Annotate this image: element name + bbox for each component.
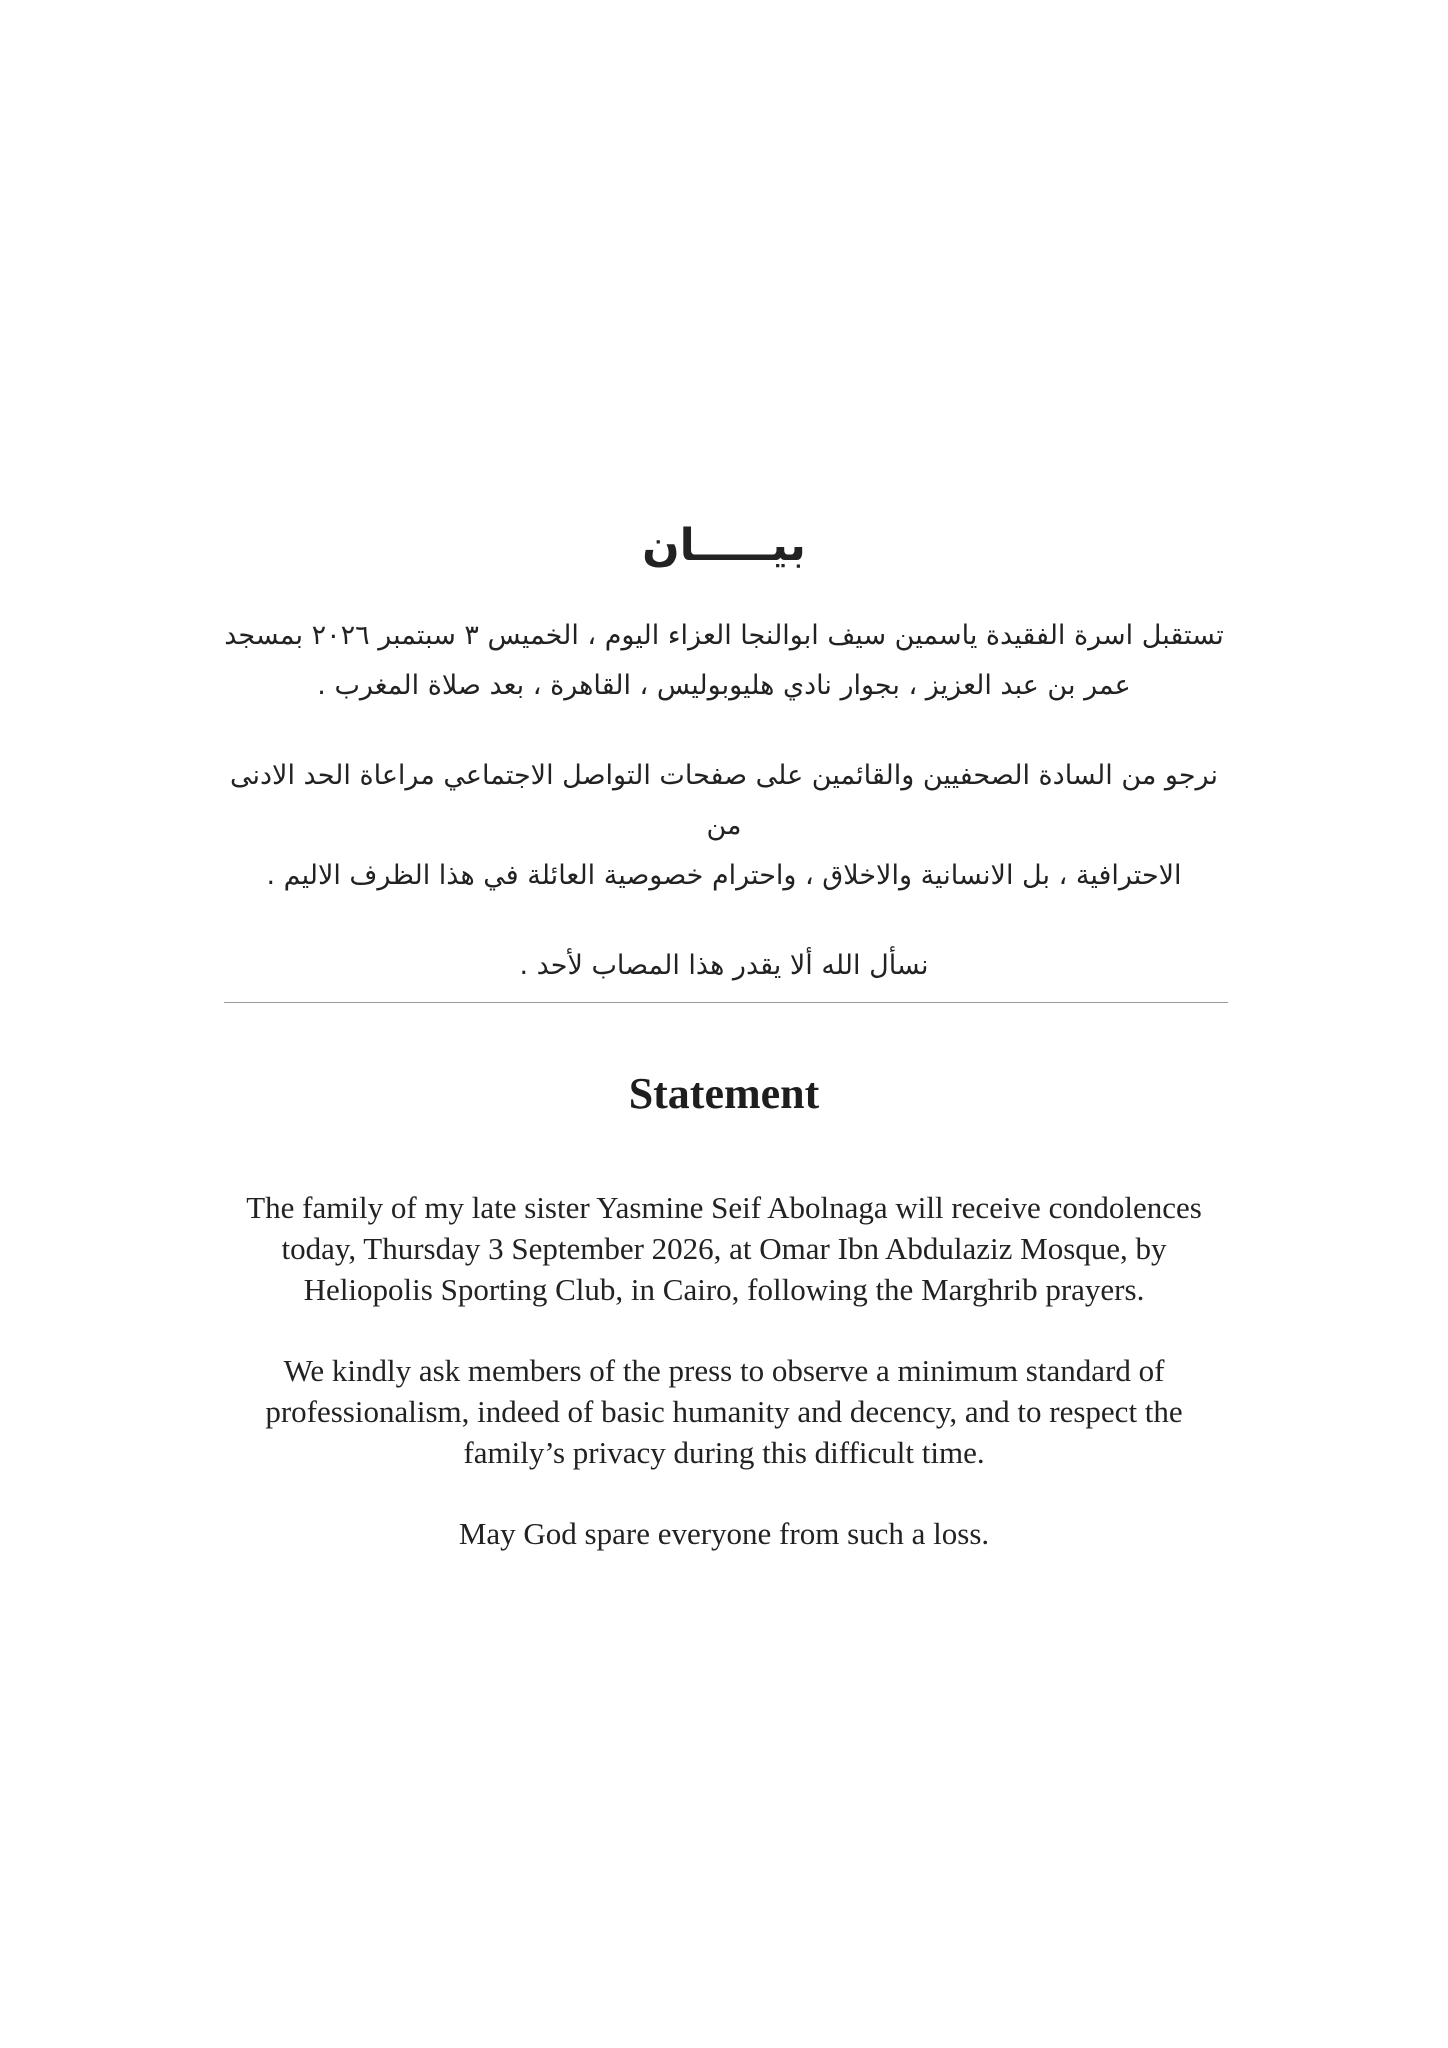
english-line: family’s privacy during this difficult time. [463, 1434, 985, 1470]
arabic-press-request-paragraph [220, 751, 1228, 901]
english-prayer-paragraph [220, 1513, 1228, 1554]
arabic-statement [220, 520, 1228, 1031]
arabic-prayer-paragraph [220, 941, 1228, 991]
arabic-line: نرجو من السادة الصحفيين والقائمين على صفحات التواصل الاجتماعي مراعاة الحد الادنى من [230, 759, 1218, 841]
arabic-line: تستقبل اسرة الفقيدة ياسمين سيف ابوالنجا العزاء اليوم ، الخميس ٣ سبتمبر ٢٠٢٦ بمسجد [224, 619, 1224, 651]
english-title: Statement [628, 1069, 820, 1118]
section-divider [224, 1002, 1228, 1003]
arabic-line: الاحترافية ، بل الانسانية والاخلاق ، واحترام خصوصية العائلة في هذا الظرف الاليم . [266, 859, 1182, 891]
english-line: professionalism, indeed of basic humanity and decency, and to respect the [265, 1393, 1183, 1429]
english-condolence-paragraph [220, 1187, 1228, 1310]
english-line: The family of my late sister Yasmine Seif Abolnaga will receive condolences [246, 1189, 1202, 1225]
english-line: Heliopolis Sporting Club, in Cairo, following the Marghrib prayers. [303, 1271, 1145, 1307]
english-line: We kindly ask members of the press to observe a minimum standard of [283, 1352, 1165, 1388]
arabic-line: نسأل الله ألا يقدر هذا المصاب لأحد . [519, 949, 929, 981]
arabic-line: عمر بن عبد العزيز ، بجوار نادي هليوبوليس ، القاهرة ، بعد صلاة المغرب . [317, 669, 1131, 701]
arabic-title: بيـــــان [642, 520, 806, 571]
english-statement [220, 1068, 1228, 1594]
arabic-condolence-paragraph [220, 611, 1228, 711]
english-line: today, Thursday 3 September 2026, at Omar Ibn Abdulaziz Mosque, by [281, 1230, 1167, 1266]
english-press-request-paragraph [220, 1350, 1228, 1473]
english-line: May God spare everyone from such a loss. [458, 1515, 990, 1551]
